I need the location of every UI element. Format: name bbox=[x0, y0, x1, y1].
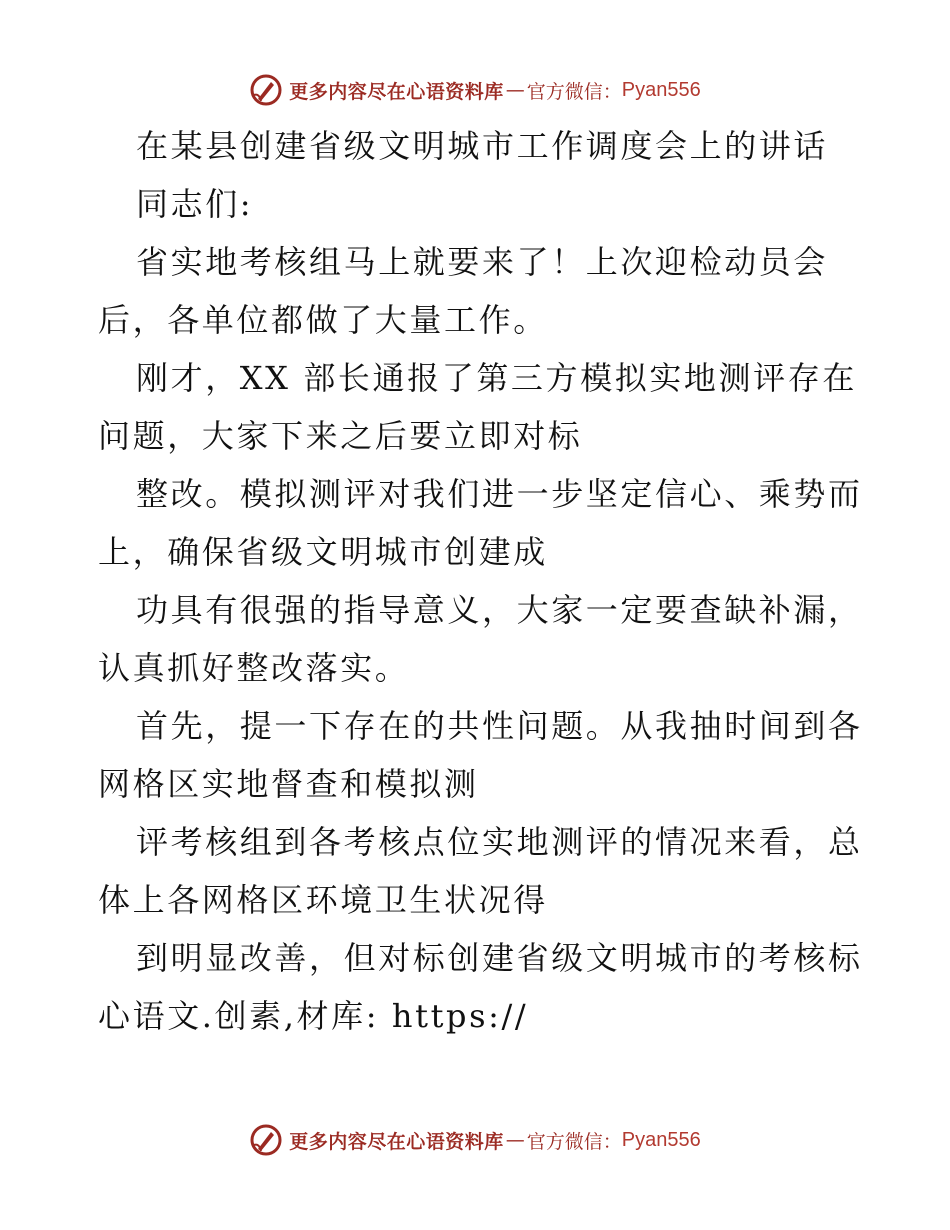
banner-separator: — bbox=[505, 1129, 525, 1151]
paragraph-line: 评考核组到各考核点位实地测评的情况来看，总 bbox=[136, 823, 863, 861]
paragraph-line: 上，确保省级文明城市创建成 bbox=[98, 533, 548, 571]
paragraph-line: 刚才，XX 部长通报了第三方模拟实地测评存在 bbox=[136, 359, 857, 397]
banner-wechat-label: 官方微信： bbox=[526, 1130, 622, 1153]
paragraph-line: 后，各单位都做了大量工作。 bbox=[98, 301, 548, 339]
paragraph-line: 功具有很强的指导意义，大家一定要查缺补漏， bbox=[136, 591, 863, 629]
salutation: 同志们: bbox=[136, 185, 254, 223]
quill-logo-icon bbox=[249, 73, 283, 107]
paragraph-line: 到明显改善，但对标创建省级文明城市的考核标 bbox=[136, 939, 863, 977]
paragraph-line: 网格区实地督查和模拟测 bbox=[98, 765, 479, 803]
paragraph-line: 体上各网格区环境卫生状况得 bbox=[98, 881, 548, 919]
banner-text: 更多内容尽在心语资料库 bbox=[289, 80, 504, 103]
banner-wechat-id: Pyan556 bbox=[621, 78, 701, 101]
document-title: 在某县创建省级文明城市工作调度会上的讲话 bbox=[136, 127, 829, 165]
paragraph-line: 整改。模拟测评对我们进一步坚定信心、乘势而 bbox=[136, 475, 863, 513]
paragraph-line: 问题，大家下来之后要立即对标 bbox=[98, 417, 583, 455]
banner-wechat-label: 官方微信： bbox=[526, 80, 622, 103]
banner-text: 更多内容尽在心语资料库 bbox=[289, 1130, 504, 1153]
footer-banner bbox=[0, 1120, 950, 1160]
paragraph-line: 认真抓好整改落实。 bbox=[98, 649, 410, 687]
banner-separator: — bbox=[505, 79, 525, 101]
paragraph-line: 首先，提一下存在的共性问题。从我抽时间到各 bbox=[136, 707, 863, 745]
header-banner bbox=[0, 70, 950, 110]
banner-wechat-id: Pyan556 bbox=[621, 1128, 701, 1151]
quill-logo-icon bbox=[249, 1123, 283, 1157]
source-line: 心语文.创素,材库: https:// bbox=[98, 997, 529, 1035]
paragraph-line: 省实地考核组马上就要来了！上次迎检动员会 bbox=[136, 243, 829, 281]
